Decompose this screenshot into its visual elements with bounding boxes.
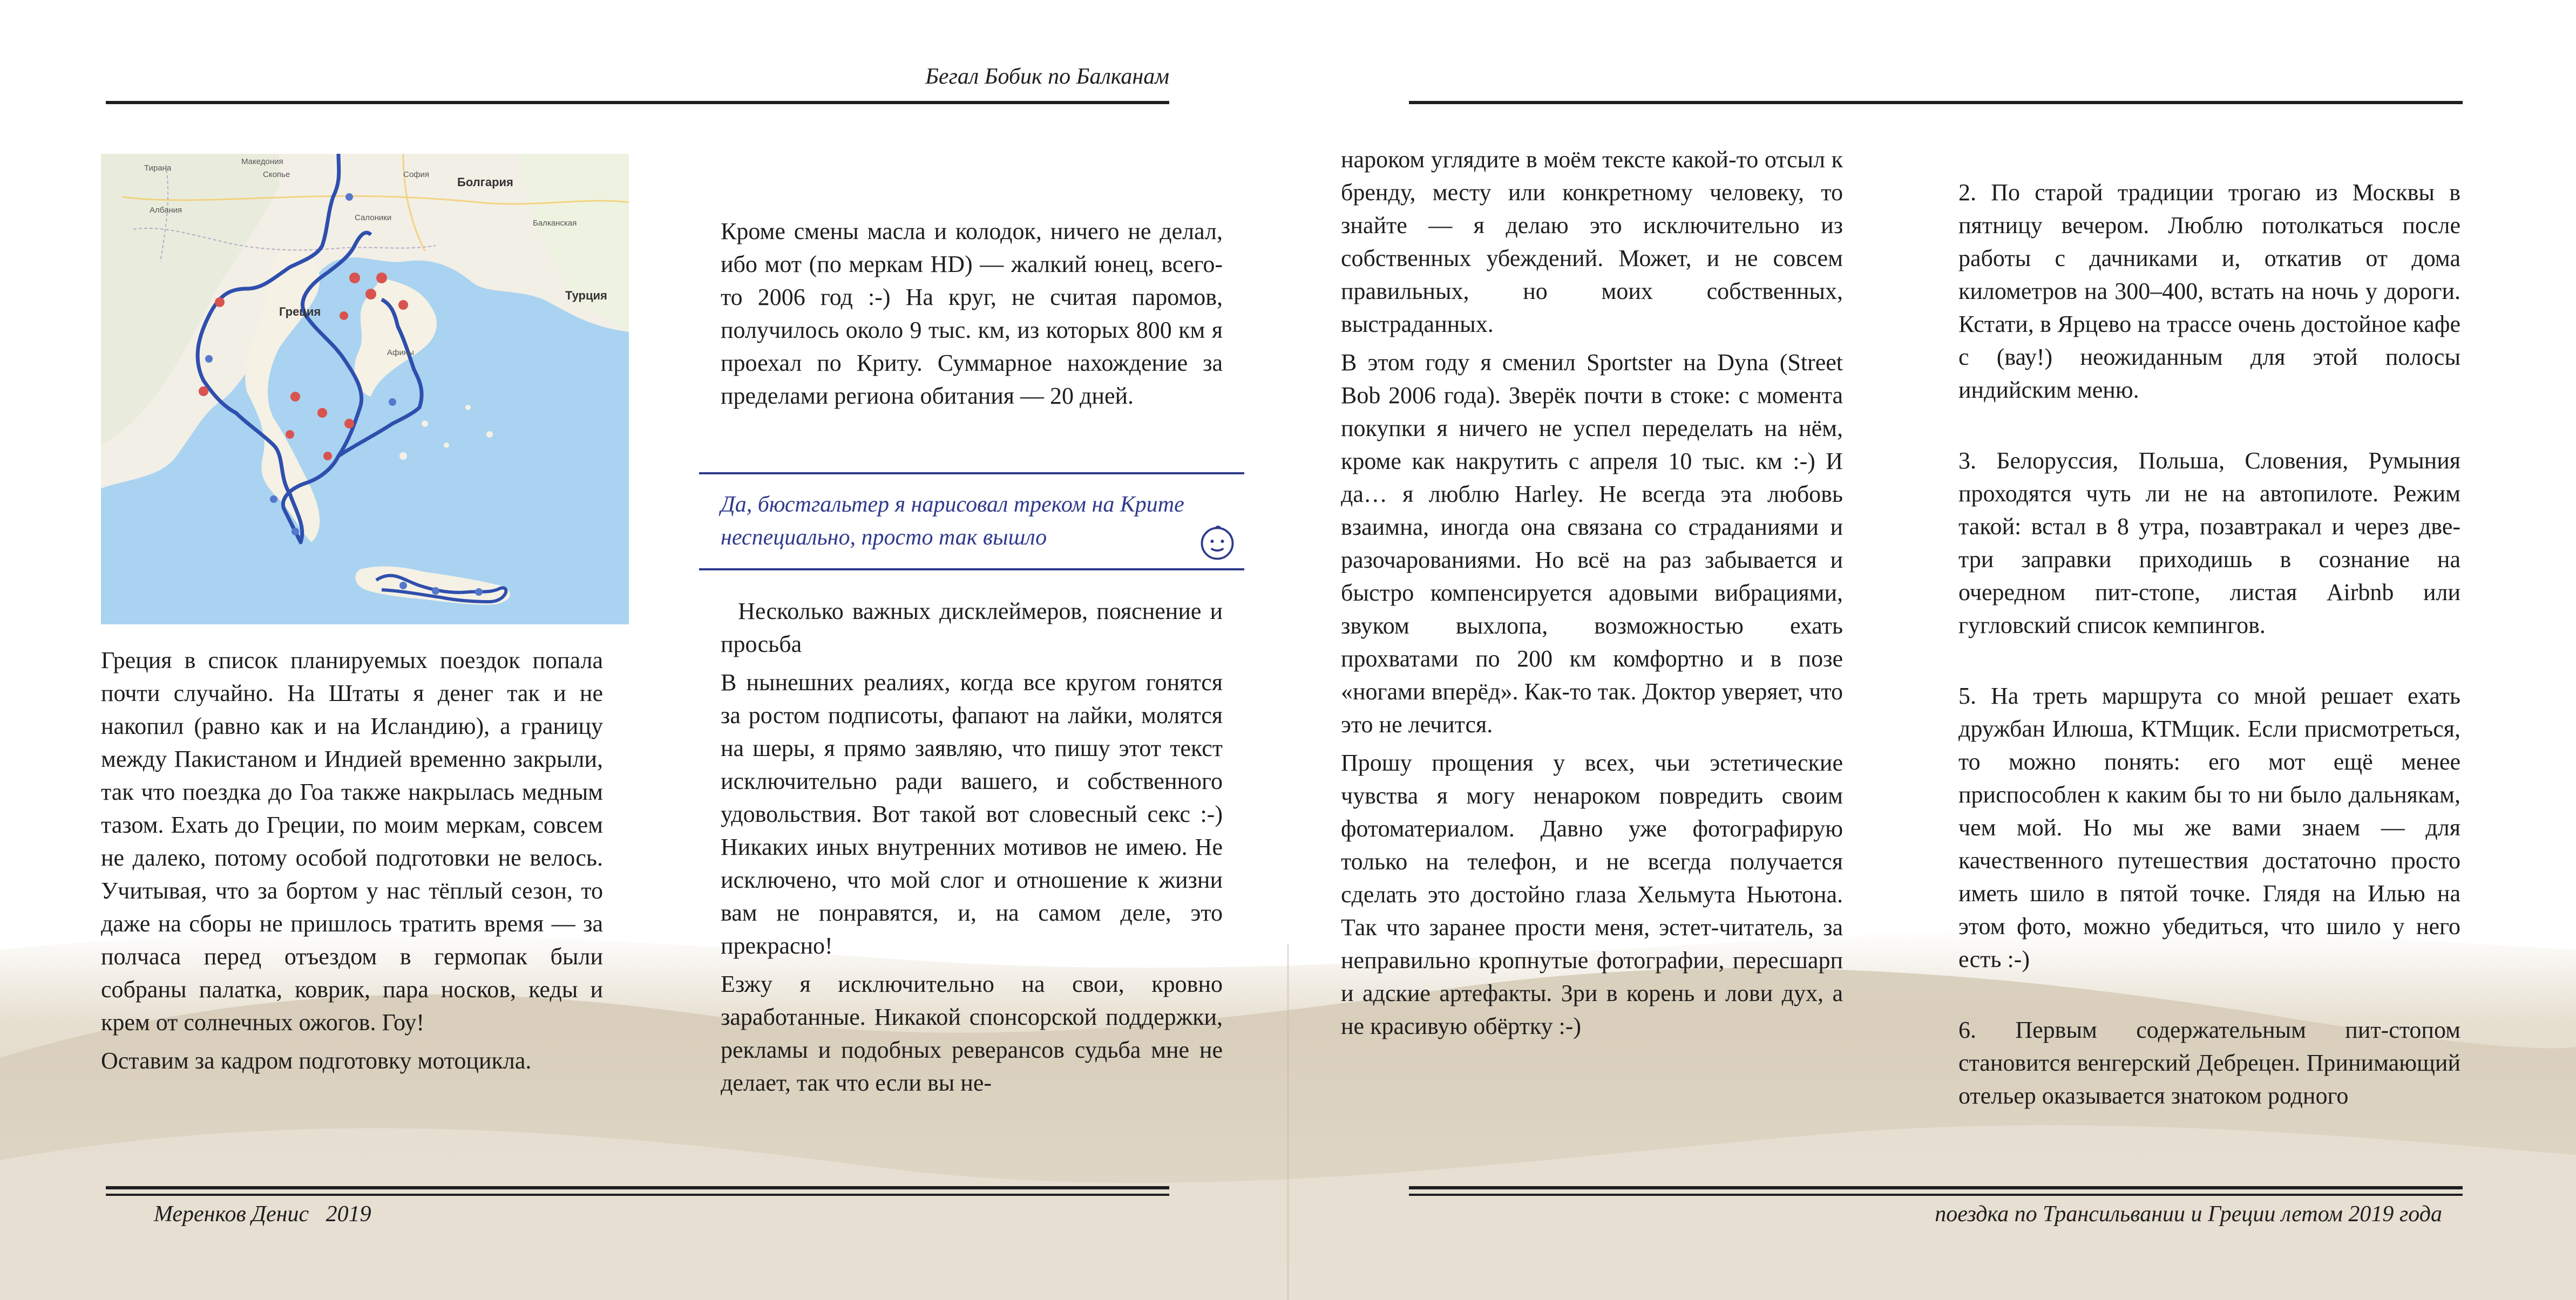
paragraph: 5. На треть маршрута со мной решает ехать дружбан Илюша, КТМщик. Если присмотреться, то можно понять: его мот ещё менее приспособлен к каким бы то ни было дальнякам, чем мой. Но мы же вами знаем — для качественного путешествия достаточно просто иметь шило в пятой точке. Глядя на Илью на этом фото, можно убедиться, что шило у него есть :-) (1958, 683, 2460, 972)
route-map (101, 154, 629, 624)
footer-rule (106, 1186, 1169, 1189)
paragraph: Греция в список планируемых поездок попала почти случайно. На Штаты я денег так и не накопил (равно как и на Исландию), а границу между Пакистаном и Индией временно закрыли, так что поездка до Гоа также накрылась медным тазом. Ехать до Греции, по моим меркам, совсем не далеко, потому особой подготовки не велось. Учитывая, что за бортом у нас тёплый сезон, то даже на сборы не пришлось тратить время — за полчаса перед отъездом в гермопак были собраны палатка, коврик, пара носков, кеды и крем от солнечных ожогов. Гоу! (101, 647, 603, 1036)
footer-rule-thin (106, 1194, 1169, 1196)
footer-trip-title: поездка по Трансильвании и Греции летом 2019 года (1935, 1202, 2442, 1227)
map-label-turkey: Турция (565, 289, 607, 302)
header-rule (106, 101, 1169, 104)
right-column-2 (1958, 176, 2460, 1112)
paragraph: Оставим за кадром подготовку мотоцикла. (101, 1047, 532, 1074)
paragraph: 6. Первым содержательным пит-стопом становится венгерский Дебрецен. Принимающий отельер оказывается знатоком родного (1958, 1017, 2460, 1109)
right-page (1288, 0, 2576, 1300)
left-column-2 (721, 215, 1223, 412)
map-label-thessaloniki: Салоники (355, 213, 392, 222)
map-label-greece: Греция (279, 305, 321, 318)
pull-quote-text: Да, бюстгальтер я нарисовал треком на Крите неспециально, просто так вышло (721, 492, 1184, 550)
map-label-athens: Афины (387, 348, 414, 357)
map-label-balkan: Балканская (533, 219, 577, 228)
paragraph: нароком углядите в моём тексте какой-то отсыл к бренду, месту или конкретному человеку, то знайте — я делаю это исключительно из собственных убеждений. Может, и не совсем правильных, но моих собственных, выстраданных. (1341, 146, 1843, 337)
paragraph: В этом году я сменил Sportster на Dyna (Street Bob 2006 года). Зверёк почти в стоке: с момента покупки я ничего не успел переделать на нём, кроме как накрутить с апреля 10 тыс. км :-) И да… я люблю Harley. Не всегда эта любовь взаимна, иногда она связана со страданиями и разочарованиями. Но всё на раз забывается и быстро компенсируется адовыми вибрациями, звуком выхлопа, возможностью ехать прохватами по 200 км комфортно и в позе «ногами вперёд». Как-то так. Доктор уверяет, что это не лечится. (1341, 349, 1843, 738)
map-label-albania: Албания (150, 206, 182, 215)
map-label-skopje: Скопье (263, 170, 290, 179)
footer-rule (1409, 1186, 2463, 1189)
paragraph: 3. Белоруссия, Польша, Словения, Румыния проходятся чуть ли не на автопилоте. Режим такой: встал в 8 утра, позавтракал и через две-три заправки приходишь в сознание на очередном пит-стопе, листая Airbnb или гугловский список кемпингов. (1958, 447, 2460, 638)
left-column-2-lower (721, 595, 1229, 1099)
left-column-1 (101, 644, 603, 1077)
footer-rule-thin (1409, 1194, 2463, 1196)
pull-quote (699, 472, 1244, 570)
map-label-sofia: София (403, 170, 430, 179)
paragraph: В нынешних реалиях, когда все кругом гонятся за ростом подписоты, фапают на лайки, молятся на шеры, я прямо заявляю, что пишу этот текст исключительно ради вашего, и собственного удовольствия. Вот такой вот словесный секс :-) Никаких иных внутренних мотивов не имею. Не исключено, что мой слог и отношение к жизни вам не понравятся, и, на самом деле, это прекрасно! (721, 669, 1223, 959)
paragraph: Прошу прощения у всех, чьи эстетические чувства я могу ненароком повредить своим фотоматериалом. Давно уже фотографирую только на телефон, и не всегда получается сделать это достойно глаза Хельмута Ньютона. Так что заранее прости меня, эстет-читатель, за неправильно кропнутые фотографии, пересшарп и адские артефакты. Зри в корень и лови дух, а не красивую обёртку :-) (1341, 750, 1843, 1039)
right-column-1 (1341, 143, 1843, 1043)
paragraph: Кроме смены масла и колодок, ничего не делал, ибо мот (по меркам HD) — жалкий юнец, всего-то 2006 год :-) На круг, не считая паромов, получилось около 9 тыс. км, из которых 800 км я проехал по Криту. Суммарное нахождение за пределами региона обитания — 20 дней. (721, 218, 1223, 409)
footer-author: Меренков Денис 2019 (154, 1202, 371, 1227)
section-heading: Несколько важных дисклеймеров, пояснение и просьба (721, 598, 1229, 657)
paragraph: 2. По старой традиции трогаю из Москвы в пятницу вечером. Люблю потолкаться после работы с дачниками и, откатив от дома километров на 300–400, встать на ночь у дороги. Кстати, в Ярцево на трассе очень достойное кафе с (вау!) неожиданным для этой полосы индийским меню. (1958, 179, 2460, 403)
map-label-tirana: Тирана (144, 164, 172, 173)
baby-face-icon (1197, 522, 1238, 563)
map-label-bulgaria: Болгария (457, 175, 513, 189)
header-rule (1409, 101, 2463, 104)
paragraph: Езжу я исключительно на свои, кровно заработанные. Никакой спонсорской поддержки, рекламы и подобных реверансов судьба мне не делает, так что если вы не- (721, 971, 1223, 1096)
map-label-macedonia: Македония (241, 157, 283, 166)
running-header: Бегал Бобик по Балканам (925, 64, 1169, 89)
